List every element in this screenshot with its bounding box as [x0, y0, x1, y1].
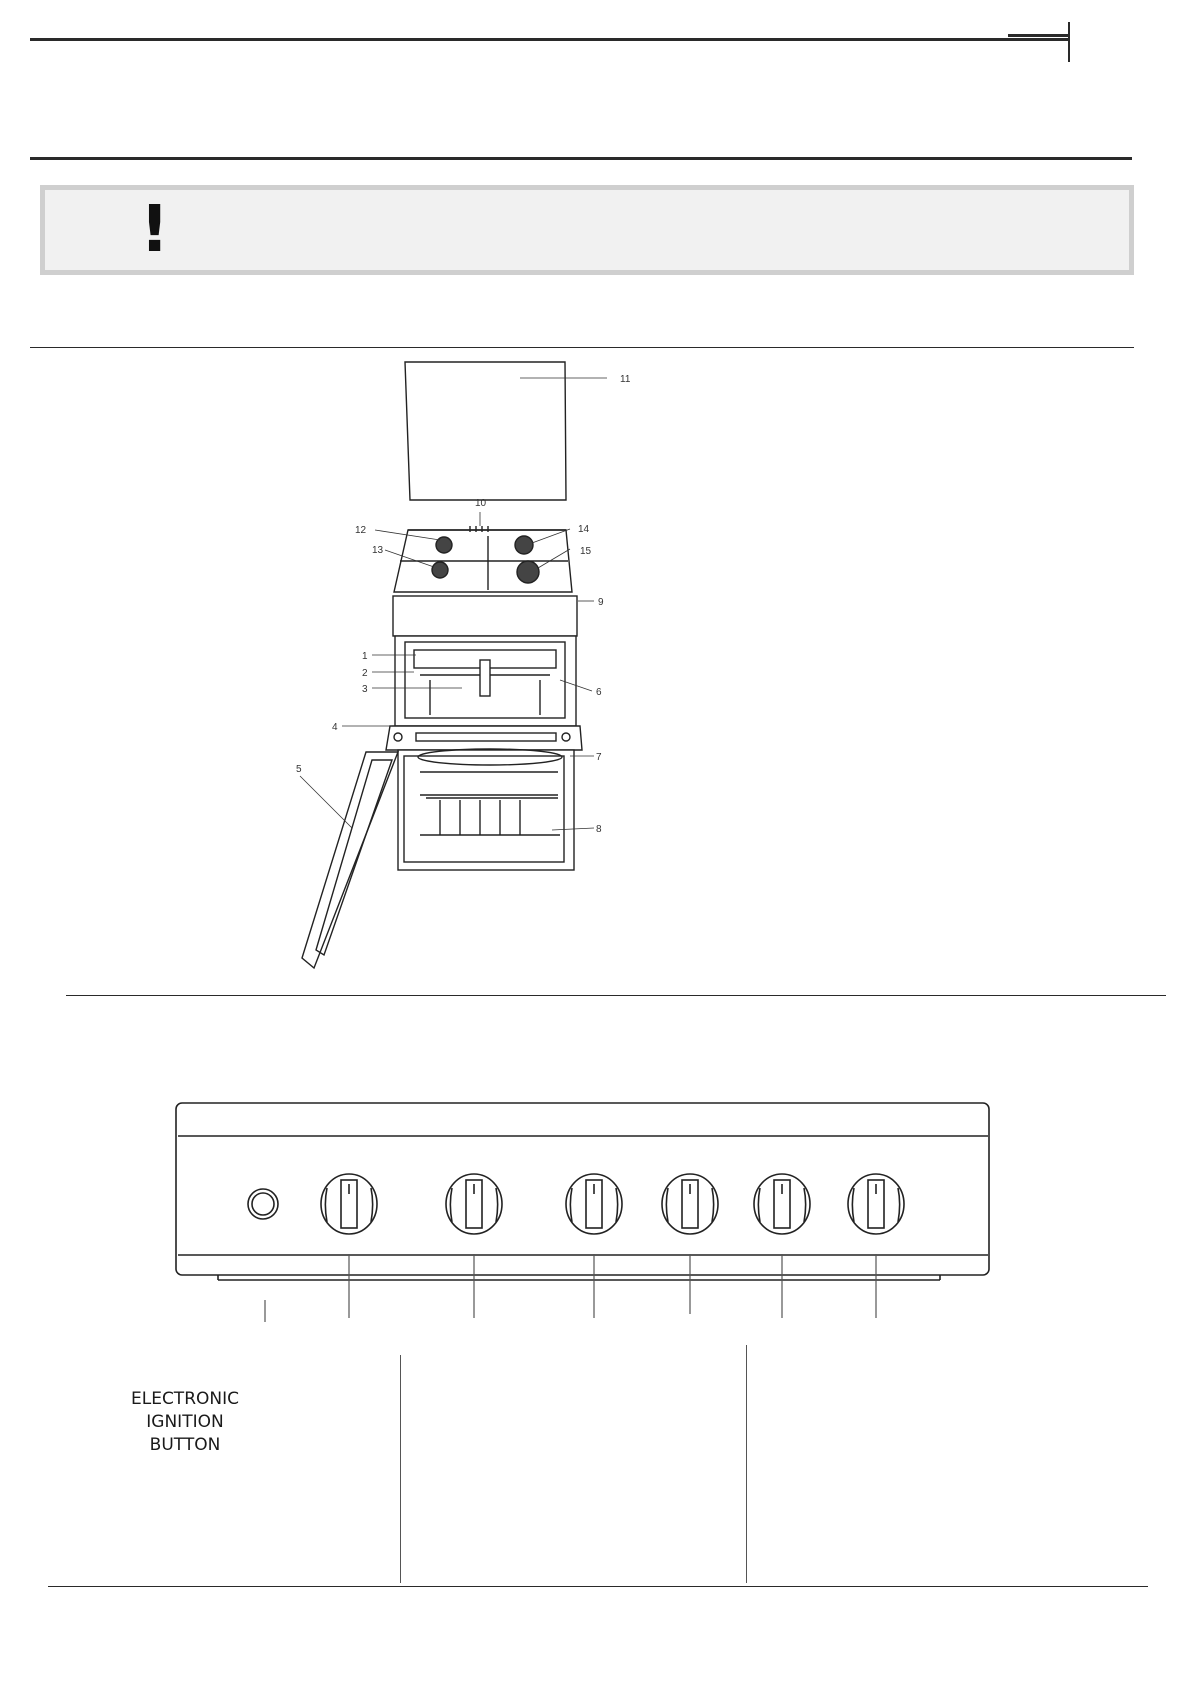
burner-14 [515, 536, 533, 554]
callout-8: 8 [596, 824, 602, 835]
exclamation-icon: ! [140, 193, 170, 267]
control-fascia [393, 596, 577, 636]
callout-6: 6 [596, 687, 602, 698]
callout-10: 10 [475, 498, 487, 509]
column-divider-2 [746, 1345, 747, 1583]
callout-11: 11 [620, 374, 631, 385]
ignition-button-label [120, 1388, 250, 1457]
callout-1: 1 [362, 651, 368, 662]
callout-13: 13 [372, 545, 384, 556]
callout-15: 15 [580, 546, 592, 557]
ignition-label-line-1: ELECTRONIC [130, 1389, 239, 1409]
callout-7: 7 [596, 752, 602, 763]
burner-13 [432, 562, 448, 578]
callout-12: 12 [355, 525, 367, 536]
callout-14: 14 [578, 524, 590, 535]
callout-2: 2 [362, 668, 368, 679]
ignition-label-line-2: IGNITION [146, 1412, 224, 1432]
ignition-label-line-3: BUTTON [149, 1435, 221, 1455]
burner-15 [517, 561, 539, 583]
main-oven-body [398, 750, 574, 870]
callout-3: 3 [362, 684, 368, 695]
callout-5: 5 [296, 764, 302, 775]
column-divider-1 [400, 1355, 401, 1583]
lid-panel [405, 362, 566, 500]
control-panel-frame [176, 1103, 989, 1275]
callout-4: 4 [332, 722, 338, 733]
callout-9: 9 [598, 597, 604, 608]
